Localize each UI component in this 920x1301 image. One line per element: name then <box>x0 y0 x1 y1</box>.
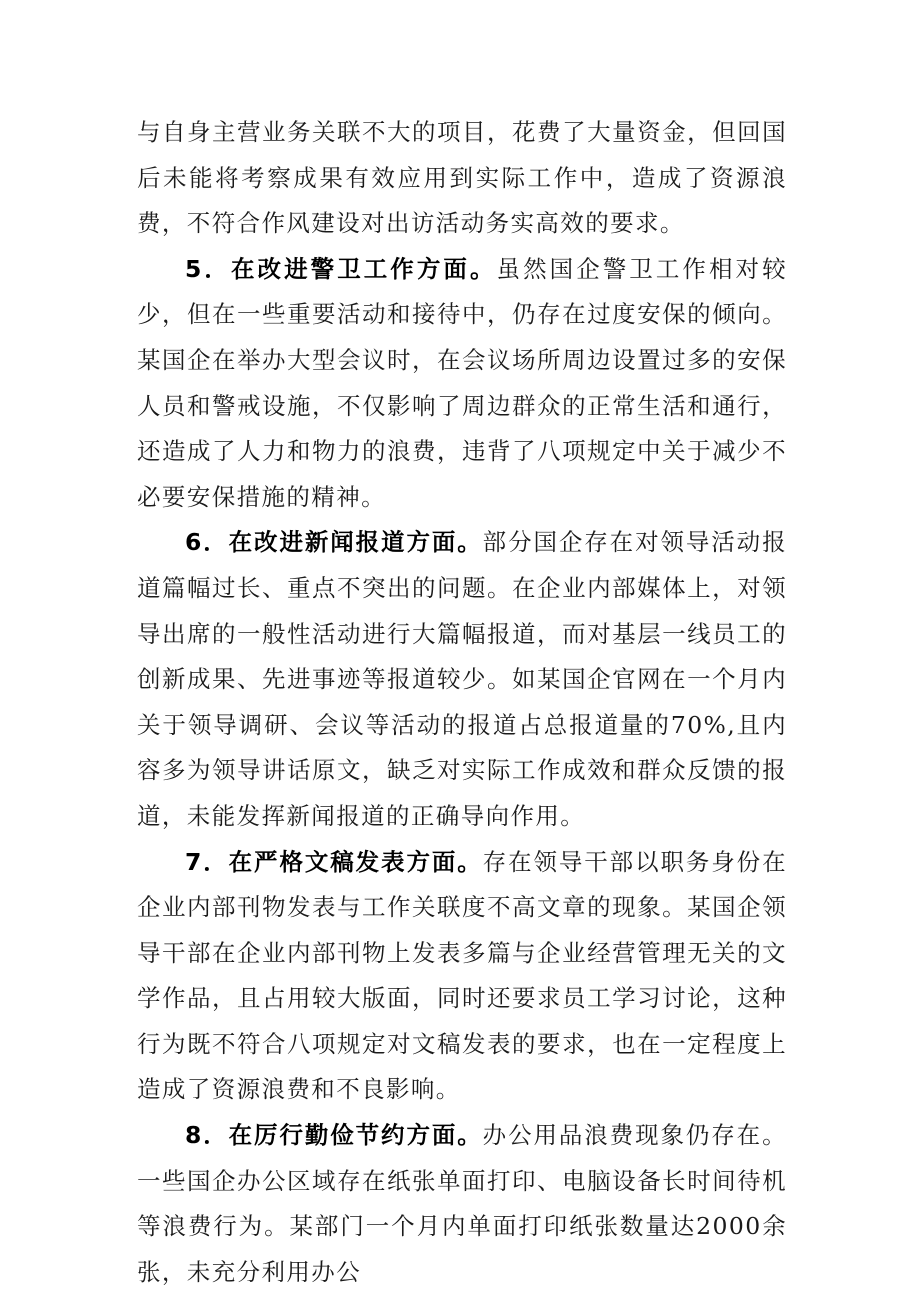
paragraph-heading: 6．在改进新闻报道方面。 <box>185 528 483 557</box>
paragraph-body: 部分国企存在对领导活动报道篇幅过长、重点不突出的问题。在企业内部媒体上，对领导出席的一般性活动进行大篇幅报道，而对基层一线员工的创新成果、先进事迹等报道较少。如某国企官网在一个月内关于领导调研、会议等活动的报道占总报道量的70%,且内容多为领导讲话原文，缺乏对实际工作成效和群众反馈的报道，未能发挥新闻报道的正确导向作用。 <box>137 528 787 830</box>
paragraph-news-reporting <box>137 520 787 839</box>
paragraph-body: 与自身主营业务关联不大的项目，花费了大量资金，但回国后未能将考察成果有效应用到实际工作中，造成了资源浪费，不符合作风建设对出访活动务实高效的要求。 <box>137 118 787 238</box>
paragraph-heading: 7．在严格文稿发表方面。 <box>185 847 483 876</box>
document-body <box>137 110 787 1295</box>
paragraph-thrift <box>137 1113 787 1295</box>
paragraph-security-work <box>137 247 787 521</box>
paragraph-heading: 8．在厉行勤俭节约方面。 <box>185 1121 483 1150</box>
paragraph-body: 虽然国企警卫工作相对较少，但在一些重要活动和接待中，仍存在过度安保的倾向。某国企在举办大型会议时，在会议场所周边设置过多的安保人员和警戒设施，不仅影响了周边群众的正常生活和通行，还造成了人力和物力的浪费，违背了八项规定中关于减少不必要安保措施的精神。 <box>137 254 787 511</box>
paragraph-heading: 5．在改进警卫工作方面。 <box>185 254 497 283</box>
paragraph-continuation <box>137 110 787 247</box>
paragraph-article-publishing <box>137 840 787 1114</box>
paragraph-body: 办公用品浪费现象仍存在。一些国企办公区域存在纸张单面打印、电脑设备长时间待机等浪费行为。某部门一个月内单面打印纸张数量达2000余张，未充分利用办公 <box>137 1121 787 1286</box>
paragraph-body: 存在领导干部以职务身份在企业内部刊物发表与工作关联度不高文章的现象。某国企领导干部在企业内部刊物上发表多篇与企业经营管理无关的文学作品，且占用较大版面，同时还要求员工学习讨论，这种行为既不符合八项规定对文稿发表的要求，也在一定程度上造成了资源浪费和不良影响。 <box>137 847 787 1104</box>
